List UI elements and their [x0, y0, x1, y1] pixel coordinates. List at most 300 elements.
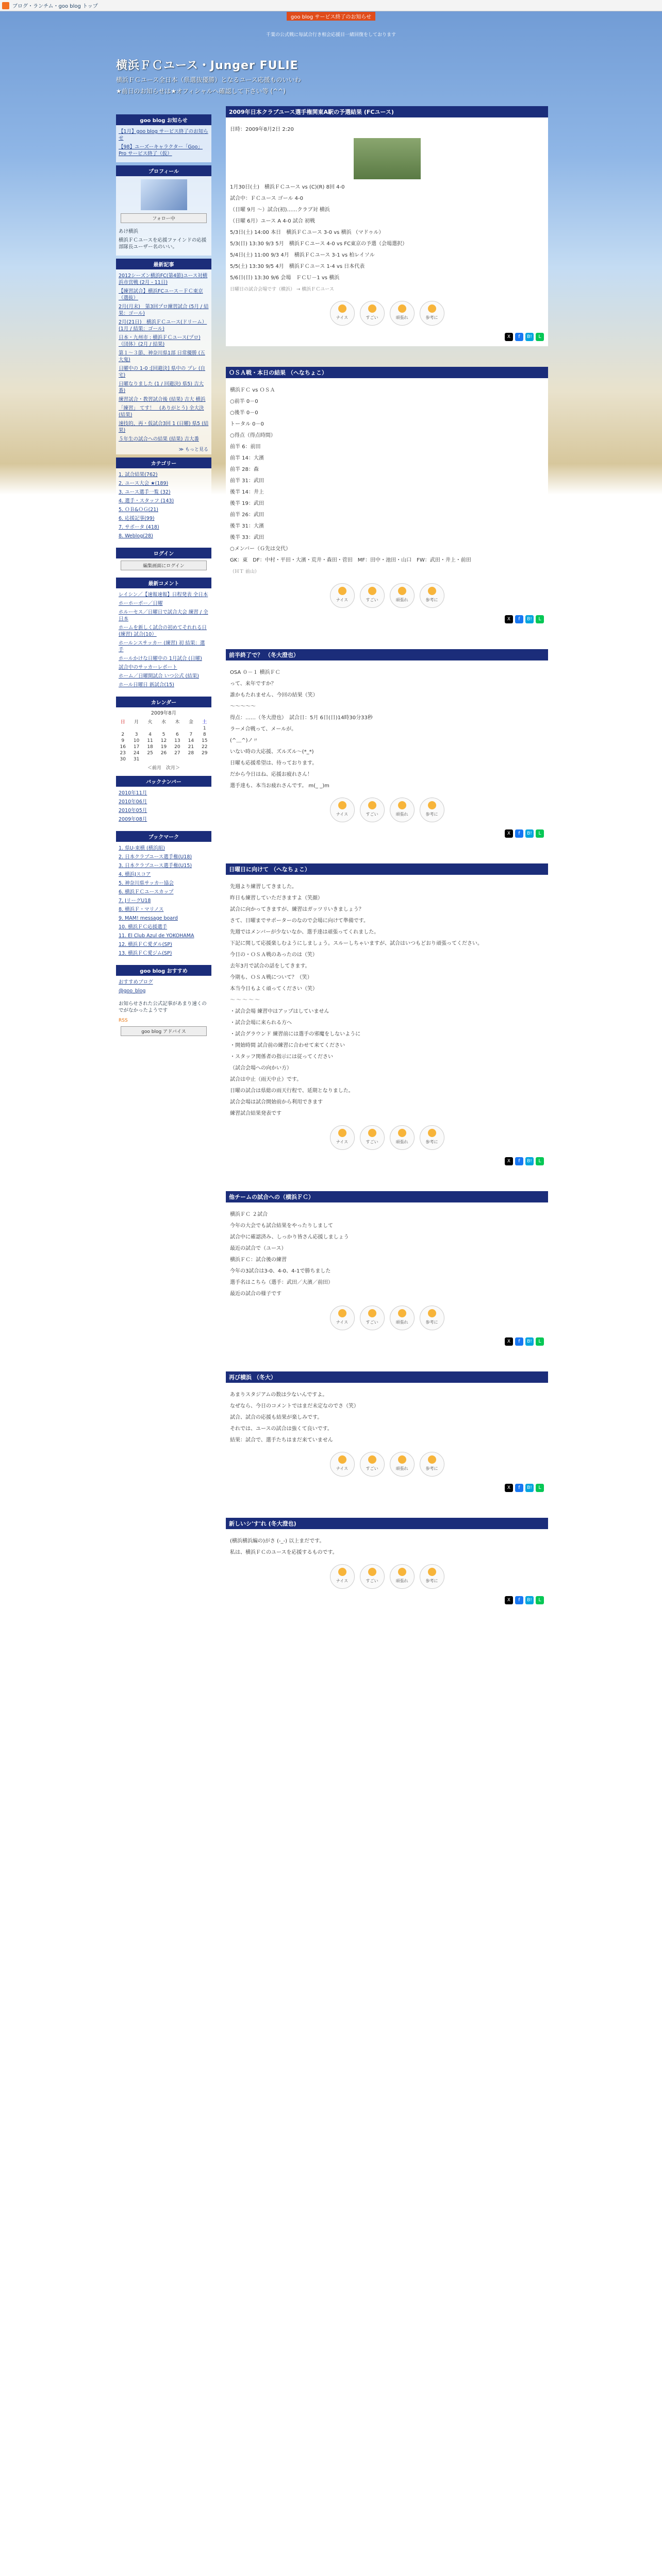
separator: ～～～～～	[230, 997, 261, 1003]
share-2-icon[interactable]: B!	[525, 615, 534, 623]
calendar-title: カレンダー	[116, 697, 211, 707]
category-item-link[interactable]: 3. ユース選手一覧 (32)	[119, 489, 171, 495]
post-title[interactable]: 前半終了で？ （冬大澄也）	[226, 649, 548, 660]
post-line: 試合中：ＦＣユース ゴール 4-0	[230, 196, 303, 201]
calendar-box	[116, 697, 211, 773]
bookmark-item-link[interactable]: 6. 横浜ＦＣユースカップ	[119, 889, 174, 895]
share-0-icon[interactable]: X	[505, 1157, 513, 1165]
recent-post-item[interactable]	[119, 435, 209, 444]
share-1-icon[interactable]: f	[515, 333, 523, 341]
bookmark-item[interactable]	[119, 861, 209, 870]
calendar-day[interactable]: 17	[133, 744, 140, 750]
share-buttons	[230, 333, 544, 341]
backnumber-item[interactable]	[119, 798, 209, 806]
recent-post-item[interactable]	[119, 318, 209, 333]
goo-recommend-item-link[interactable]: おすすめブログ	[119, 979, 153, 985]
post-line: 最近の試合の様子です	[230, 1291, 282, 1297]
reaction-button[interactable]	[390, 1564, 415, 1589]
follow-button[interactable]: フォロー中	[121, 213, 207, 223]
goo-logo-icon	[2, 2, 9, 9]
reaction-label: 頑張れ	[395, 1320, 408, 1325]
calendar-day[interactable]	[171, 756, 184, 762]
post-body	[226, 117, 548, 346]
post-line: 誰かもたれません、今回の結果（笑）	[230, 692, 318, 698]
backnumber-item[interactable]	[119, 815, 209, 824]
post-line: 試合に向かってきますが、練習はガッツリいきましょう？	[230, 907, 364, 912]
reaction-label: 参考に	[425, 315, 438, 320]
reaction-label: すごい	[366, 1320, 378, 1325]
reaction-button[interactable]	[360, 301, 385, 326]
post-body	[226, 1529, 548, 1609]
calendar-day[interactable]: 4	[148, 732, 152, 737]
bookmark-item-link[interactable]: 1. 県U-東横 (横浜組)	[119, 845, 165, 851]
score-line: 5/6日(日) 13:30 9/6 会場 ＦＣＵ－1 vs 横浜	[230, 275, 340, 281]
category-item[interactable]	[119, 514, 209, 523]
calendar-day[interactable]	[157, 756, 170, 762]
share-0-icon[interactable]: X	[505, 1596, 513, 1604]
share-2-icon[interactable]: B!	[525, 1337, 534, 1346]
comment-item[interactable]	[119, 639, 209, 654]
service-notice	[0, 11, 662, 21]
backnumber-item-link[interactable]: 2010年06月	[119, 799, 147, 805]
calendar-day[interactable]: 15	[202, 738, 208, 743]
category-item[interactable]	[119, 470, 209, 479]
comment-item[interactable]	[119, 681, 209, 689]
reaction-button[interactable]	[330, 1452, 355, 1477]
bookmark-item-link[interactable]: 12. 横浜ＦＣ愛ダル(SP)	[119, 942, 172, 947]
reaction-button[interactable]	[360, 1564, 385, 1589]
calendar-day[interactable]: 11	[147, 738, 153, 743]
comment-item-link[interactable]: 試合中のサッカーレポート	[119, 665, 177, 670]
post-photo[interactable]	[354, 138, 421, 179]
goo-recommend-item[interactable]	[119, 978, 209, 987]
reaction-icon	[338, 1568, 346, 1576]
share-3-icon[interactable]: L	[536, 1596, 544, 1604]
post-heading: 日時：2009年8月2日 2:20	[230, 127, 294, 132]
post-rule: ・スタッフ関係者の指示には従ってください	[230, 1054, 333, 1060]
calendar-day[interactable]: 30	[120, 757, 126, 762]
share-buttons	[230, 1596, 544, 1604]
reaction-button[interactable]	[330, 1125, 355, 1150]
share-1-icon[interactable]: f	[515, 1157, 523, 1165]
reaction-label: 参考に	[425, 1140, 438, 1144]
recent-post-item[interactable]	[119, 302, 209, 318]
reaction-button[interactable]	[390, 1306, 415, 1330]
recent-posts-box	[116, 259, 211, 454]
blog-title[interactable]: 横浜ＦＣユース・Junger FULIE	[116, 59, 299, 72]
share-buttons	[230, 1157, 544, 1165]
ads-button[interactable]: goo blog アドバイス	[121, 1026, 207, 1036]
category-item[interactable]	[119, 488, 209, 497]
post-line: ○得点（得点時間）	[230, 433, 276, 438]
category-item-link[interactable]: 5. ＯＢ&ＯＧ(21)	[119, 507, 158, 513]
calendar-day[interactable]: 16	[120, 744, 126, 750]
recent-post-item[interactable]	[119, 349, 209, 364]
calendar-day[interactable]	[184, 725, 197, 732]
comment-item[interactable]	[119, 608, 209, 623]
reaction-icon	[338, 1129, 346, 1137]
recent-post-item-link[interactable]: ５年生の試合への結果 (結果) 吉大番	[119, 436, 199, 442]
calendar-day[interactable]: 28	[188, 751, 194, 756]
backnumber-item-link[interactable]: 2010年05月	[119, 808, 147, 814]
post-line: 本当今日もよく頑ってください（笑）	[230, 986, 318, 992]
category-item-link[interactable]: 1. 試合結果(762)	[119, 472, 158, 478]
calendar-day[interactable]	[198, 756, 211, 762]
top-links[interactable]: ブログ・ランチム・goo blog トップ	[12, 4, 98, 9]
calendar-day[interactable]	[143, 725, 157, 732]
share-3-icon[interactable]: L	[536, 615, 544, 623]
share-3-icon[interactable]: L	[536, 829, 544, 838]
calendar-weekday: 金	[188, 720, 193, 725]
reaction-button[interactable]	[390, 798, 415, 822]
share-1-icon[interactable]: f	[515, 615, 523, 623]
share-2-icon[interactable]: B!	[525, 1484, 534, 1492]
bookmark-item-link[interactable]: 9. MAM! message board	[119, 916, 178, 921]
reaction-button[interactable]	[360, 1306, 385, 1330]
reaction-button[interactable]	[420, 1125, 444, 1150]
post-line: (横浜横浜編の)がさ (-_-) 以上まだです。	[230, 1538, 325, 1544]
post-title[interactable]: 新しいシ'す'れ (冬大澄也)	[226, 1518, 548, 1529]
list-item[interactable]	[119, 143, 209, 158]
recent-post-item[interactable]	[119, 395, 209, 404]
reaction-button[interactable]	[360, 798, 385, 822]
calendar-day[interactable]: 5	[162, 732, 166, 737]
share-0-icon[interactable]: X	[505, 1337, 513, 1346]
category-item[interactable]	[119, 505, 209, 514]
share-2-icon[interactable]: B!	[525, 1157, 534, 1165]
recent-post-item-link[interactable]: 2月(月末) 第3回プロ練習試合 (5月 / 結果：ゴール)	[119, 304, 209, 316]
calendar-nav[interactable]: ＜前月 次月＞	[147, 766, 180, 771]
reaction-icon	[398, 1568, 406, 1576]
reaction-label: 頑張れ	[395, 598, 408, 602]
share-2-icon[interactable]: B!	[525, 1596, 534, 1604]
reaction-button[interactable]	[390, 583, 415, 608]
calendar-weekday: 土	[202, 720, 207, 725]
post-line: 試合は中止（雨天中止）です。	[230, 1077, 302, 1082]
reaction-buttons	[230, 1564, 544, 1589]
share-buttons	[230, 829, 544, 838]
reaction-button[interactable]	[390, 301, 415, 326]
recent-post-item-link[interactable]: 2月(21日) 横浜ＦＣユース(ドリーム）(1月 / 結果：ゴール)	[119, 319, 207, 332]
share-3-icon[interactable]: L	[536, 1337, 544, 1346]
recent-post-item-link[interactable]: 日曜なりました (1 / 回避決) 県5) 吉大番)	[119, 381, 204, 394]
calendar-day[interactable]	[171, 725, 184, 732]
service-notice-link[interactable]: goo blog サービス終了のお知らせ	[287, 12, 375, 21]
recent-posts-list	[116, 269, 211, 446]
calendar-day[interactable]: 14	[188, 738, 194, 743]
bookmark-item[interactable]	[119, 870, 209, 879]
reaction-button[interactable]	[420, 1452, 444, 1477]
category-item[interactable]	[119, 479, 209, 488]
category-box	[116, 457, 211, 545]
share-3-icon[interactable]: L	[536, 333, 544, 341]
comment-item[interactable]	[119, 663, 209, 672]
bookmark-item[interactable]	[119, 879, 209, 888]
reaction-icon	[368, 1309, 376, 1317]
recent-post-item-link[interactable]: 第１～３節、神奈川県1部 日常優勝 (五大鬼)	[119, 350, 205, 363]
calendar-day[interactable]: 21	[188, 744, 194, 750]
bookmark-box	[116, 831, 211, 962]
calendar-day[interactable]: 18	[147, 744, 153, 750]
comment-item[interactable]	[119, 654, 209, 663]
recent-post-item-link[interactable]: 「練習」 てす！ (ありがとう) 全大決 (結果)	[119, 405, 204, 418]
reaction-button[interactable]	[360, 583, 385, 608]
share-1-icon[interactable]: f	[515, 1596, 523, 1604]
calendar-day[interactable]: 6	[176, 732, 179, 737]
reaction-buttons	[230, 1125, 544, 1150]
calendar-day[interactable]: 23	[120, 751, 126, 756]
calendar-day[interactable]: 29	[202, 751, 208, 756]
recent-post-item[interactable]	[119, 287, 209, 302]
calendar-day[interactable]	[157, 725, 170, 732]
login-button[interactable]: 編集画面にログイン	[121, 561, 207, 570]
post-line: それでは、ユースの試合は強くて良いです。	[230, 1426, 333, 1432]
reaction-button[interactable]	[420, 583, 444, 608]
reaction-button[interactable]	[330, 583, 355, 608]
comment-item[interactable]	[119, 590, 209, 599]
list-item[interactable]	[119, 127, 209, 143]
post-title[interactable]: 2009年日本クラブユース選手権関東A駅の予選結果 (FCユース)	[226, 106, 548, 117]
reaction-buttons	[230, 1306, 544, 1330]
calendar-day[interactable]: 24	[133, 751, 140, 756]
recent-post-item-link[interactable]: 練習試合・教習試合後 (結果) 吉大 横浜	[119, 397, 206, 402]
post-title[interactable]: 再び横浜 （冬大）	[226, 1371, 548, 1383]
calendar-day[interactable]: 25	[147, 751, 153, 756]
comment-item[interactable]	[119, 623, 209, 639]
calendar-day[interactable]	[116, 725, 129, 732]
reaction-label: ナイス	[336, 812, 349, 817]
calendar-weekday: 月	[134, 720, 139, 725]
reaction-icon	[398, 801, 406, 809]
reaction-label: 頑張れ	[395, 1579, 408, 1583]
post-line: 先週より練習してきました。	[230, 884, 297, 890]
post-line: 今期も、ＯＳＡ戦について？（笑）	[230, 975, 312, 980]
bookmark-item-link[interactable]: 3. 日本クラブユース選手権(U15)	[119, 863, 192, 869]
post-line: 今年の3試合は3-0、4-0、4-1で勝ちました	[230, 1268, 331, 1274]
category-item-link[interactable]: 8. Weblog(28)	[119, 533, 153, 539]
bookmark-item-link[interactable]: 10. 横浜ＦＣ応援選手	[119, 924, 168, 930]
category-item-link[interactable]: 4. 選手・スタッフ (143)	[119, 498, 174, 504]
post-title[interactable]: 日曜日に向けて （ヘなちょこ）	[226, 863, 548, 875]
calendar-day[interactable]	[129, 725, 143, 732]
bookmark-item[interactable]	[119, 844, 209, 853]
comment-item-link[interactable]: ホーホーポー／日曜	[119, 601, 163, 606]
category-item-link[interactable]: 7. サポータ (418)	[119, 524, 159, 530]
recent-post-item[interactable]	[119, 404, 209, 419]
comment-item-link[interactable]: レイシン／【速報速報】日程発表 全日本	[119, 592, 208, 598]
share-2-icon[interactable]: B!	[525, 333, 534, 341]
comment-item-link[interactable]: ホールかけな日曜中の 1月試合 (日曜)	[119, 656, 202, 662]
bookmark-item[interactable]	[119, 914, 209, 923]
goo-notice-list	[116, 125, 211, 160]
bookmark-item-link[interactable]: 13. 横浜ＦＣ愛ジム(SP)	[119, 951, 172, 956]
bookmark-item-link[interactable]: 7. JリーグU18	[119, 898, 151, 904]
comment-item-link[interactable]: ホールンスサッカー (練習) 初 結果：選手	[119, 640, 205, 653]
bookmark-item[interactable]	[119, 905, 209, 914]
calendar-day[interactable]: 3	[135, 732, 138, 737]
reaction-icon	[398, 587, 406, 595]
post-line: ラーメ合戦って、メールが。	[230, 726, 297, 732]
reaction-label: 参考に	[425, 1466, 438, 1471]
reaction-button[interactable]	[390, 1125, 415, 1150]
category-item[interactable]	[119, 532, 209, 540]
post-line: 横浜ＦＣ ２試合	[230, 1212, 268, 1217]
share-0-icon[interactable]: X	[505, 829, 513, 838]
bookmark-item[interactable]	[119, 940, 209, 949]
calendar-day[interactable]: 19	[160, 744, 167, 750]
reaction-button[interactable]	[420, 798, 444, 822]
recent-post-item[interactable]	[119, 364, 209, 380]
reaction-button[interactable]	[420, 301, 444, 326]
reaction-button[interactable]	[330, 798, 355, 822]
post-line: 前半 31：武田	[230, 478, 264, 484]
share-1-icon[interactable]: f	[515, 1337, 523, 1346]
goo-notice-link[interactable]: 【98】ユーズーキャラクター「Goo」Pro サービス終了（仮）	[119, 144, 203, 157]
backnumber-item[interactable]	[119, 789, 209, 798]
comment-item-link[interactable]: ホームを新しく試合の初めてそれれる日 (練習) 試合(10）	[119, 625, 207, 637]
post-title[interactable]: 他チームの試合への（横浜ＦＣ）	[226, 1191, 548, 1202]
comment-item[interactable]	[119, 599, 209, 608]
comment-item-link[interactable]: ホール日曜日 新試合(15)	[119, 682, 174, 688]
post-line: （日曜 9月 ～）試合(初)……クラブ対 横浜	[230, 207, 330, 213]
bookmark-item-link[interactable]: 11. El Club Azul de YOKOHAMA	[119, 933, 194, 939]
profile-details	[116, 225, 211, 253]
calendar-day[interactable]: 9	[121, 738, 125, 743]
post-footer: 日曜日の試合会場です（横浜） → 横浜ＦＣユース	[230, 287, 334, 292]
reaction-button[interactable]	[330, 1564, 355, 1589]
post-line: あまりスタジアムの数は少ないんですよ。	[230, 1392, 328, 1398]
reaction-icon	[398, 1309, 406, 1317]
recent-post-item[interactable]	[119, 272, 209, 287]
goo-recommend-item-link[interactable]: @goo_blog	[119, 988, 146, 994]
recent-post-item-link[interactable]: 【練習試合】横浜FCユース－ＦＣ東京（選抜）	[119, 289, 203, 301]
recent-post-item[interactable]	[119, 419, 209, 435]
recent-post-item-link[interactable]: 速技的、再・仮試合3回 1 (日曜) 県5 (結果)	[119, 421, 209, 433]
post-title[interactable]: ＯＳＡ戦・本日の結果 （ヘなちょこ）	[226, 367, 548, 378]
post-line: 得点：……（冬大澄也） 試合日：5月 6日(日)14時30分33秒	[230, 715, 373, 721]
bookmark-item-link[interactable]: 4. 横浜Jスコア	[119, 872, 151, 877]
calendar-day[interactable]: 1	[203, 726, 206, 731]
share-1-icon[interactable]: f	[515, 1484, 523, 1492]
main-content	[226, 106, 548, 1630]
reaction-label: すごい	[366, 1140, 378, 1144]
score-line: 5/5(土) 13:30 9/5 4月 横浜ＦＣユース 1-4 vs 日本代表	[230, 264, 365, 269]
calendar-day[interactable]: 2	[121, 732, 125, 737]
reaction-icon	[398, 1129, 406, 1137]
recent-post-item-link[interactable]: 2012シーズン横浜FC(第4節)ユース対横浜市営戦 (2月 - 11日)	[119, 273, 208, 285]
goo-notice-link[interactable]: 【1月】goo blog サービス終了のお知らせ	[119, 129, 208, 141]
category-item-link[interactable]: 6. 応援記事(99)	[119, 516, 155, 521]
calendar-day[interactable]	[184, 756, 197, 762]
post-footer: （ＨＴ 前山）	[230, 569, 259, 574]
category-title: カテゴリー	[116, 457, 211, 468]
post-subheading: （試合会場への向かい方）	[230, 1065, 292, 1071]
calendar-day[interactable]: 10	[133, 738, 140, 743]
post-line: 日曜の試合は県総の雨天行程で、延期となりました。	[230, 1088, 354, 1094]
category-item[interactable]	[119, 497, 209, 505]
bookmark-item[interactable]	[119, 896, 209, 905]
reaction-button[interactable]	[420, 1564, 444, 1589]
share-1-icon[interactable]: f	[515, 829, 523, 838]
share-0-icon[interactable]: X	[505, 1484, 513, 1492]
post-line: 前半 6：前田	[230, 444, 261, 450]
reaction-icon	[428, 1309, 436, 1317]
share-buttons	[230, 1484, 544, 1492]
backnumber-item[interactable]	[119, 806, 209, 815]
category-item[interactable]	[119, 523, 209, 532]
recent-post-item-link[interactable]: 日本・九州市 : 横浜ＦＣユース(プロ)（団体）(2月 / 結果)	[119, 335, 201, 347]
login-box	[116, 548, 211, 574]
calendar-day[interactable]: 13	[174, 738, 180, 743]
blog-header	[116, 57, 446, 95]
post-line: 去年3月で試合の話をしてきます。	[230, 963, 310, 969]
reaction-button[interactable]	[330, 1306, 355, 1330]
share-3-icon[interactable]: L	[536, 1157, 544, 1165]
post-line: 試合、試合の応援も結果が楽しみです。	[230, 1415, 323, 1420]
backnumber-item-link[interactable]: 2010年11月	[119, 790, 147, 796]
calendar-day[interactable]: 7	[189, 732, 193, 737]
goo-recommend-item[interactable]	[119, 987, 209, 995]
post-line: 前半 14：大濱	[230, 455, 264, 461]
bookmark-item[interactable]	[119, 853, 209, 861]
bookmark-item[interactable]	[119, 931, 209, 940]
reaction-button[interactable]	[360, 1452, 385, 1477]
calendar-day[interactable]	[143, 756, 157, 762]
share-0-icon[interactable]: X	[505, 615, 513, 623]
reaction-button[interactable]	[360, 1125, 385, 1150]
reaction-buttons	[230, 1452, 544, 1477]
reaction-button[interactable]	[420, 1306, 444, 1330]
more-link[interactable]: ≫ もっと見る	[178, 447, 208, 452]
post-line: 先週ではメンバーが少ないなか、選手達は頑張ってくれました。	[230, 929, 379, 935]
calendar-day[interactable]: 12	[160, 738, 167, 743]
backnumber-item-link[interactable]: 2009年08月	[119, 817, 147, 822]
bookmark-item-link[interactable]: 8. 横浜Ｆ・マリノス	[119, 907, 164, 912]
reaction-label: すごい	[366, 315, 378, 320]
comment-item-link[interactable]: ホーム／日曜開試合 いつ公式 (結果)	[119, 673, 199, 679]
post-line: ～～～～～	[230, 704, 256, 709]
bookmark-item[interactable]	[119, 888, 209, 896]
bookmark-item[interactable]	[119, 949, 209, 958]
recent-post-item-link[interactable]: 日曜中の 1-0 :[回避決] 県中の プレ (自宅)	[119, 366, 206, 378]
recent-post-item[interactable]	[119, 380, 209, 395]
bookmark-item-link[interactable]: 5. 神奈川県サッカー協会	[119, 880, 174, 886]
category-item-link[interactable]: 2. ユース大会 ★(189)	[119, 481, 169, 486]
reaction-button[interactable]	[330, 301, 355, 326]
rss-link[interactable]: RSS	[119, 1018, 128, 1023]
comment-item-link[interactable]: ホルーセス／日曜日で試合大会 練習 / 全日本	[119, 609, 208, 622]
share-3-icon[interactable]: L	[536, 1484, 544, 1492]
share-0-icon[interactable]: X	[505, 333, 513, 341]
bookmark-item-link[interactable]: 2. 日本クラブユース選手権(U18)	[119, 854, 192, 860]
reaction-label: 参考に	[425, 598, 438, 602]
bookmark-item[interactable]	[119, 923, 209, 931]
post-body	[226, 1202, 548, 1351]
post-line: 昨日も練習していただきますよ（笑顔）	[230, 895, 323, 901]
comment-item[interactable]	[119, 672, 209, 681]
calendar-day[interactable]: 27	[174, 751, 180, 756]
calendar-day[interactable]: 26	[160, 751, 167, 756]
calendar-day[interactable]: 8	[203, 732, 206, 737]
calendar-day[interactable]: 20	[174, 744, 180, 750]
login-title: ログイン	[116, 548, 211, 558]
calendar-day[interactable]: 22	[202, 744, 208, 750]
recent-post-item[interactable]	[119, 333, 209, 349]
share-2-icon[interactable]: B!	[525, 829, 534, 838]
reaction-button[interactable]	[390, 1452, 415, 1477]
calendar-day[interactable]: 31	[133, 757, 140, 762]
post-line: 試合中に確認済み、しっかり皆さん応援しましょう	[230, 1234, 349, 1240]
